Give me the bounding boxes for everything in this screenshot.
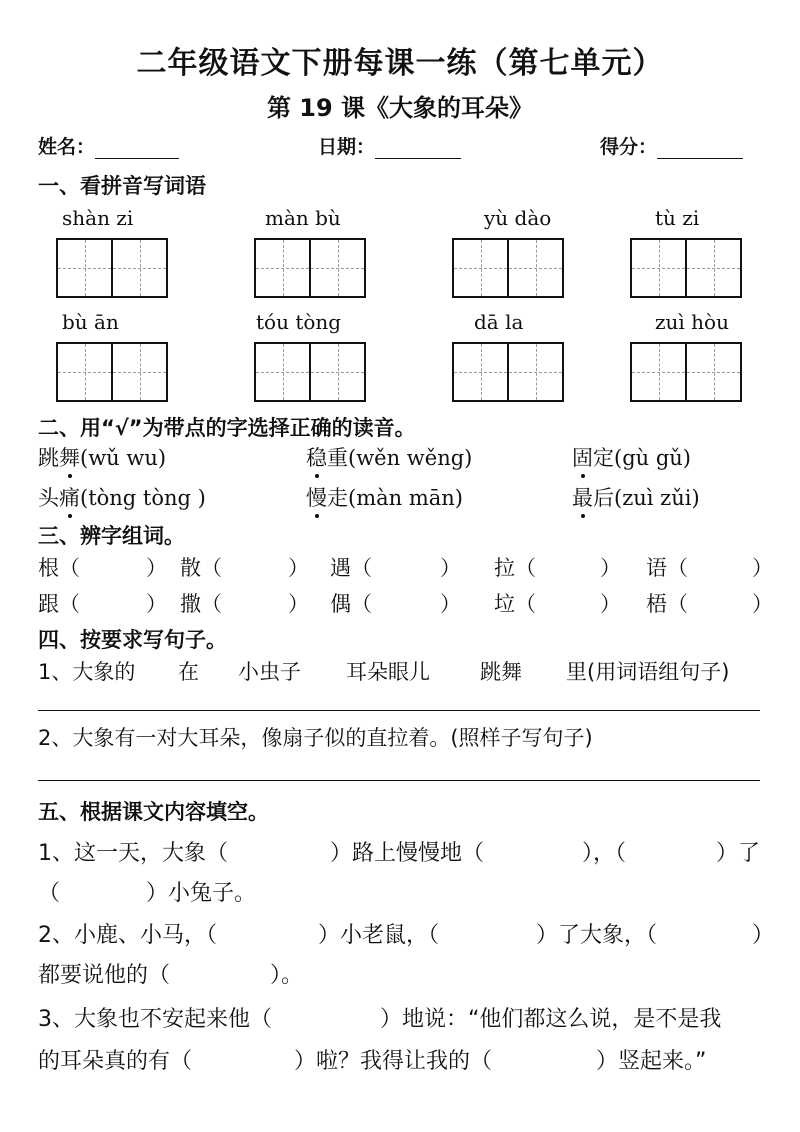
score-field[interactable] [600, 132, 743, 159]
sentence-q1-word-2: 在 [178, 660, 199, 684]
paren-close: ） [440, 592, 461, 616]
section-4-title: 四、按要求写句子。 [38, 628, 227, 652]
fill-3b-part-2: ）啦？我得让我的（ [294, 1049, 493, 1074]
fill-3b-part-1: 的耳朵真的有（ [38, 1049, 193, 1074]
fill-1-part-2: ）路上慢慢地（ [330, 841, 485, 866]
fill-2-part-3: ）了大象，（ [536, 923, 658, 948]
fill-2b-part-2: ）。 [270, 963, 304, 988]
writing-grid-4[interactable] [630, 238, 742, 298]
paren-close: ） [146, 556, 167, 580]
writing-grid-3[interactable] [452, 238, 564, 298]
sentence-q1-word-5: 跳舞 [480, 660, 522, 684]
pinyin-2: màn bù [265, 206, 341, 230]
pronunciation-item-2[interactable]: 稳重(wěn wěng) [306, 442, 472, 472]
lesson-title: 第 19 课《大象的耳朵》 [266, 94, 534, 122]
pronunciation-item-1[interactable]: 跳舞(wǔ wu) [38, 442, 166, 472]
paren-close: ） [288, 556, 309, 580]
word-group-2a: 散（ [180, 556, 222, 580]
paren-close: ） [752, 556, 773, 580]
word-group-2b: 撒（ [180, 592, 222, 616]
fill-2-part-4: ） [752, 923, 775, 948]
paren-close: ） [440, 556, 461, 580]
pinyin-7: dā la [474, 310, 524, 334]
pronunciation-item-6[interactable]: 最后(zuì zǔi) [572, 482, 700, 512]
name-field[interactable] [38, 132, 179, 159]
sentence-q1-word-1: 1、大象的 [38, 660, 136, 684]
fill-3b-part-3: ）竖起来。” [596, 1049, 707, 1074]
word-group-3a: 遇（ [330, 556, 372, 580]
writing-grid-1[interactable] [56, 238, 168, 298]
pinyin-6: tóu tòng [256, 310, 342, 334]
section-1-title: 一、看拼音写词语 [38, 174, 206, 198]
name-label: 姓名： [38, 136, 96, 158]
paren-close: ） [146, 592, 167, 616]
pinyin-1: shàn zi [62, 206, 134, 230]
fill-2-part-2: ）小老鼠，（ [318, 923, 440, 948]
section-3-title: 三、辨字组词。 [38, 524, 185, 548]
word-group-5b: 梧（ [646, 592, 688, 616]
word-group-5a: 语（ [646, 556, 688, 580]
pinyin-3: yù dào [484, 206, 552, 230]
word-group-4b: 垃（ [494, 592, 536, 616]
fill-1b-part-2: ）小兔子。 [146, 881, 257, 906]
sentence-q1-word-4: 耳朵眼儿 [346, 660, 430, 684]
pronunciation-item-5[interactable]: 慢走(màn mān) [306, 482, 463, 512]
writing-grid-5[interactable] [56, 342, 168, 402]
page-title: 二年级语文下册每课一练（第七单元） [136, 46, 664, 81]
fill-1-part-1: 1、这一天，大象（ [38, 841, 228, 866]
pinyin-5: bù ān [62, 310, 119, 334]
date-field[interactable] [318, 132, 461, 159]
fill-3-part-2: ）地说：“他们都这么说，是不是我 [380, 1007, 722, 1032]
fill-3-part-1: 3、大象也不安起来他（ [38, 1007, 272, 1032]
pronunciation-item-3[interactable]: 固定(gù gǔ) [572, 442, 691, 472]
sentence-q1-word-6: 里(用词语组句子) [566, 660, 730, 684]
writing-grid-8[interactable] [630, 342, 742, 402]
pinyin-4: tù zi [655, 206, 700, 230]
sentence-q2: 2、大象有一对大耳朵，像扇子似的直拉着。(照样子写句子) [38, 726, 593, 750]
fill-2-part-1: 2、小鹿、小马，（ [38, 923, 217, 948]
section-5-title: 五、根据课文内容填空。 [38, 800, 269, 824]
paren-close: ） [600, 592, 621, 616]
writing-grid-7[interactable] [452, 342, 564, 402]
fill-1-part-3: ），（ [582, 841, 627, 866]
answer-line-q1[interactable] [38, 710, 760, 711]
date-label: 日期： [318, 136, 376, 158]
word-group-1b: 跟（ [38, 592, 80, 616]
sentence-q1-word-3: 小虫子 [238, 660, 301, 684]
section-2-title: 二、用“√”为带点的字选择正确的读音。 [38, 416, 416, 440]
pinyin-8: zuì hòu [655, 310, 729, 334]
paren-close: ） [752, 592, 773, 616]
word-group-4a: 拉（ [494, 556, 536, 580]
fill-1-part-4: ）了 [716, 841, 761, 866]
fill-2b-part-1: 都要说他的（ [38, 963, 171, 988]
writing-grid-2[interactable] [254, 238, 366, 298]
word-group-3b: 偶（ [330, 592, 372, 616]
fill-1b-part-1: （ [38, 881, 61, 906]
answer-line-q2[interactable] [38, 780, 760, 781]
pronunciation-item-4[interactable]: 头痛(tòng tòng ) [38, 482, 206, 512]
paren-close: ） [600, 556, 621, 580]
score-label: 得分： [600, 136, 658, 158]
paren-close: ） [288, 592, 309, 616]
word-group-1a: 根（ [38, 556, 80, 580]
writing-grid-6[interactable] [254, 342, 366, 402]
